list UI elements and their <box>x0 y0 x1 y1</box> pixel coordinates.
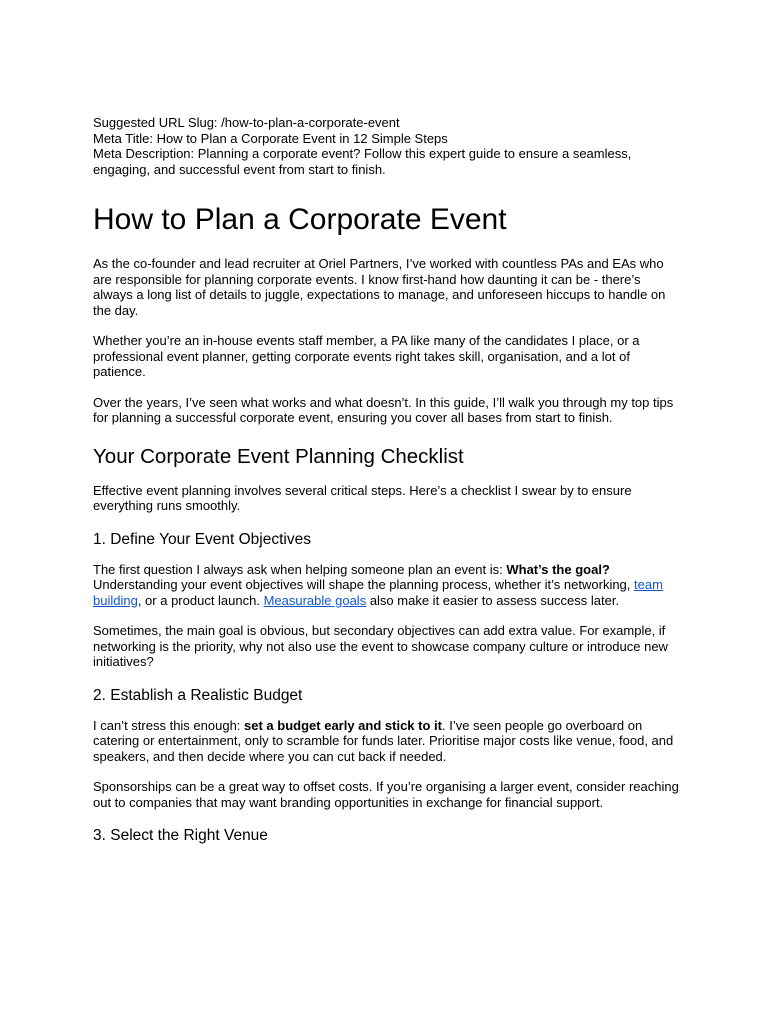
step1-paragraph-1 <box>93 562 683 609</box>
step2-p1-text-b: . I’ve seen people go overboard on catering or entertainment, only to scramble for funds later. Prioritise major costs like venue, food, and speakers, and then decide where you can cut back if needed. <box>93 717 674 764</box>
step1-p1-bold: What’s the goal? <box>506 561 610 577</box>
step3-heading: 3. Select the Right Venue <box>93 827 268 844</box>
step2-paragraph-2: Sponsorships can be a great way to offset costs. If you’re organising a larger event, consider reaching out to companies that may want branding opportunities in exchange for financial support. <box>93 779 679 810</box>
meta-block <box>93 115 683 177</box>
checklist-heading: Your Corporate Event Planning Checklist <box>93 444 464 468</box>
intro-paragraph-3: Over the years, I’ve seen what works and what doesn’t. In this guide, I’ll walk you through my top tips for planning a successful corporate event, ensuring you cover all bases from start to finish. <box>93 394 674 425</box>
step2-heading: 2. Establish a Realistic Budget <box>93 686 303 704</box>
step2-p1-bold: set a budget early and stick to it <box>244 717 442 733</box>
intro-paragraph-2: Whether you’re an in-house events staff member, a PA like many of the candidates I place, or a professional event planner, getting corporate events right takes skill, organisation, and a lot of patience. <box>93 333 640 379</box>
step1-heading: 1. Define Your Event Objectives <box>93 530 311 548</box>
article-title: How to Plan a Corporate Event <box>93 203 507 236</box>
step2-p1-text-a: I can’t stress this enough: <box>93 717 245 733</box>
step1-p1-text-d: also make it easier to assess success later. <box>366 592 620 608</box>
meta-title: Meta Title: How to Plan a Corporate Event in 12 Simple Steps <box>93 130 448 146</box>
document-page <box>93 115 683 858</box>
team-building-link[interactable]: team building <box>93 577 663 608</box>
step1-paragraph-2: Sometimes, the main goal is obvious, but secondary objectives can add extra value. For example, if networking is the priority, why not also use the event to showcase company culture or introduce new initiatives? <box>93 623 668 669</box>
meta-description: Meta Description: Planning a corporate event? Follow this expert guide to ensure a seamless, engaging, and successful event from start to finish. <box>93 146 632 177</box>
step1-p1-text-b: Understanding your event objectives will shape the planning process, whether it’s networking, <box>93 577 635 592</box>
measurable-goals-link[interactable]: Measurable goals <box>263 592 367 608</box>
intro-paragraph-1: As the co-founder and lead recruiter at Oriel Partners, I’ve worked with countless PAs and EAs who are responsible for planning corporate events. I know first-hand how daunting it can be - there’s always a long list of details to juggle, expectations to manage, and unforeseen hiccups to handle on the day. <box>93 256 666 318</box>
checklist-intro: Effective event planning involves several critical steps. Here’s a checklist I swear by to ensure everything runs smoothly. <box>93 482 632 513</box>
meta-slug: Suggested URL Slug: /how-to-plan-a-corporate-event <box>93 115 400 130</box>
step2-paragraph-1 <box>93 718 683 765</box>
step1-p1-text-c: , or a product launch. <box>137 592 264 608</box>
step1-p1-text-a: The first question I always ask when helping someone plan an event is: <box>93 561 507 577</box>
